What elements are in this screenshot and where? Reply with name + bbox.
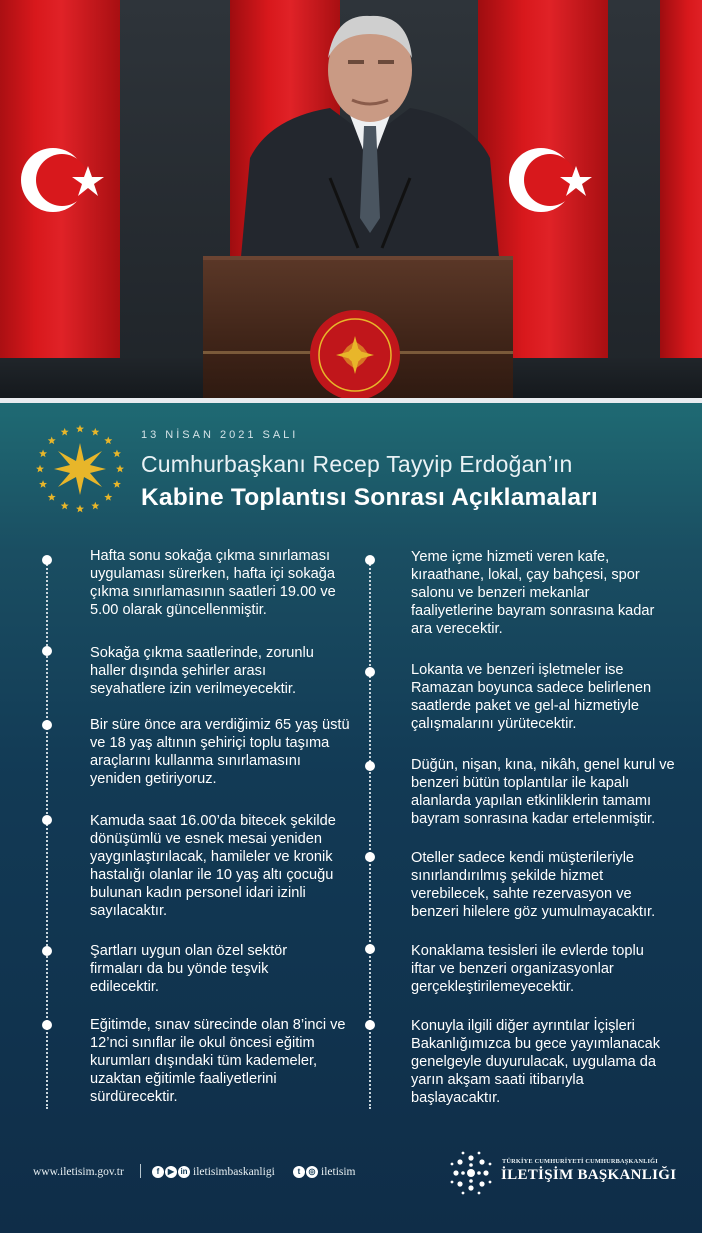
emblem-star-icon [76,505,84,513]
footer [0,1150,702,1200]
emblem-star-icon [91,428,99,436]
podium [203,256,513,398]
facebook-icon[interactable]: f [152,1166,164,1178]
bullet-dot [42,646,52,656]
emblem-star-icon [113,449,121,457]
bullet-dot [42,720,52,730]
twitter-icon[interactable]: t [293,1166,305,1178]
list-item: Oteller sadece kendi müşterileriyle sınırlandırılmış şekilde hizmet verebilecek, sahte rezervasyon ve benzeri hilelere göz yumulmayacaktır. [411,850,656,920]
presidential-seal-icon [308,308,402,398]
emblem-star-icon [104,493,112,501]
bullet-dot [365,944,375,954]
linkedin-icon[interactable]: in [178,1166,190,1178]
date-label: 13 NİSAN 2021 SALI [141,429,299,441]
bullet-dot [42,815,52,825]
list-item: Kamuda saat 16.00’da bitecek şekilde dönüşümlü ve esnek mesai yeniden yaygınlaştırılacak, hamileler ve kronik hastalığı olanlar ile 10 yaş altı çocuğu bulunan kadın personel idari izinli sayılacaktır. [90,813,336,919]
list-item: Eğitimde, sınav sürecinde olan 8’inci ve 12’nci sınıflar ile okul öncesi eğitim kurumları dışındaki tüm kademeler, uzaktan eğitimle faaliyetlerini sürdürecektir. [90,1017,346,1105]
communications-logo-icon [448,1150,494,1196]
turkish-flag [0,0,120,398]
emblem-star-icon [91,502,99,510]
instagram-icon[interactable]: ◎ [306,1166,318,1178]
emblem-star-icon [36,465,44,473]
bullet-dot [365,852,375,862]
list-item: Konuyla ilgili diğer ayrıntılar İçişleri Bakanlığımızca bu gece yayımlanacak genelgeyle duyurulacak, uygulama da yarın akşam saati itibarıyla başlayacaktır. [411,1018,661,1106]
turkish-flag [660,0,702,398]
logo-title: İLETİŞİM BAŞKANLIĞI [501,1167,677,1183]
page-subtitle: Cumhurbaşkanı Recep Tayyip Erdoğan’ın [141,451,573,477]
emblem-star-icon [76,425,84,433]
bullet-dot [365,1020,375,1030]
list-item: Lokanta ve benzeri işletmeler ise Ramazan boyunca sadece belirlenen saatlerde paket ve gel-al hizmetiyle çalışmalarını yürütecektir. [411,662,652,732]
emblem-star-icon [48,493,56,501]
bullet-dot [42,946,52,956]
list-item: Hafta sonu sokağa çıkma sınırlaması uygulaması sürerken, hafta içi sokağa çıkma sınırlamasının saatleri 19.00 ve 5.00 olarak güncellenmiştir. [90,548,336,618]
emblem-star-icon [116,465,124,473]
content-panel [0,403,702,1233]
emblem-star-icon [39,480,47,488]
website-link[interactable]: www.iletisim.gov.tr [33,1166,124,1178]
list-item: Yeme içme hizmeti veren kafe, kıraathane, lokal, çay bahçesi, spor salonu ve benzeri mekanlar faaliyetlerine bayram sonrasına kadar ara verecektir. [411,549,655,637]
logo-subtitle: TÜRKİYE CUMHURİYETİ CUMHURBAŞKANLIĞI [502,1158,658,1165]
youtube-icon[interactable]: ▶ [165,1166,177,1178]
emblem-star-icon [104,437,112,445]
list-item: Sokağa çıkma saatlerinde, zorunlu haller dışında şehirler arası seyahatlere izin verilmeyecektir. [90,645,314,697]
header-photo [0,0,702,398]
emblem-star-icon [39,449,47,457]
list-item: Şartları uygun olan özel sektör firmaları da bu yönde teşvik edilecektir. [90,943,288,995]
bullet-dot [365,761,375,771]
crescent-star-icon [496,130,596,230]
emblem-star-icon [48,437,56,445]
bullet-dot [42,1020,52,1030]
list-item: Düğün, nişan, kına, nikâh, genel kurul ve benzeri bütün toplantılar ile kapalı alanlarda yapılan etkinliklerin tamamı bayram sonrasına kadar ertelenmiştir. [411,757,675,827]
speaker-figure [240,8,500,268]
bullet-dot [42,555,52,565]
bullet-dot [365,667,375,677]
social-handle-short[interactable]: iletisim [321,1166,356,1178]
separator [140,1164,141,1178]
emblem-star-icon [113,480,121,488]
emblem-star-icon [61,428,69,436]
crescent-star-icon [8,130,108,230]
social-handle-main[interactable]: iletisimbaskanligi [193,1166,275,1178]
emblem-star-icon [61,502,69,510]
page-title: Kabine Toplantısı Sonrası Açıklamaları [141,484,598,511]
presidential-emblem-icon [32,421,128,517]
bullet-dot [365,555,375,565]
list-item: Konaklama tesisleri ile evlerde toplu iftar ve benzeri organizasyonlar gerçekleştirilemeyecektir. [411,943,644,995]
list-item: Bir süre önce ara verdiğimiz 65 yaş üstü ve 18 yaş altının şehiriçi toplu taşıma araçlarını kullanma sınırlamasını yeniden getiriyoruz. [90,717,350,787]
